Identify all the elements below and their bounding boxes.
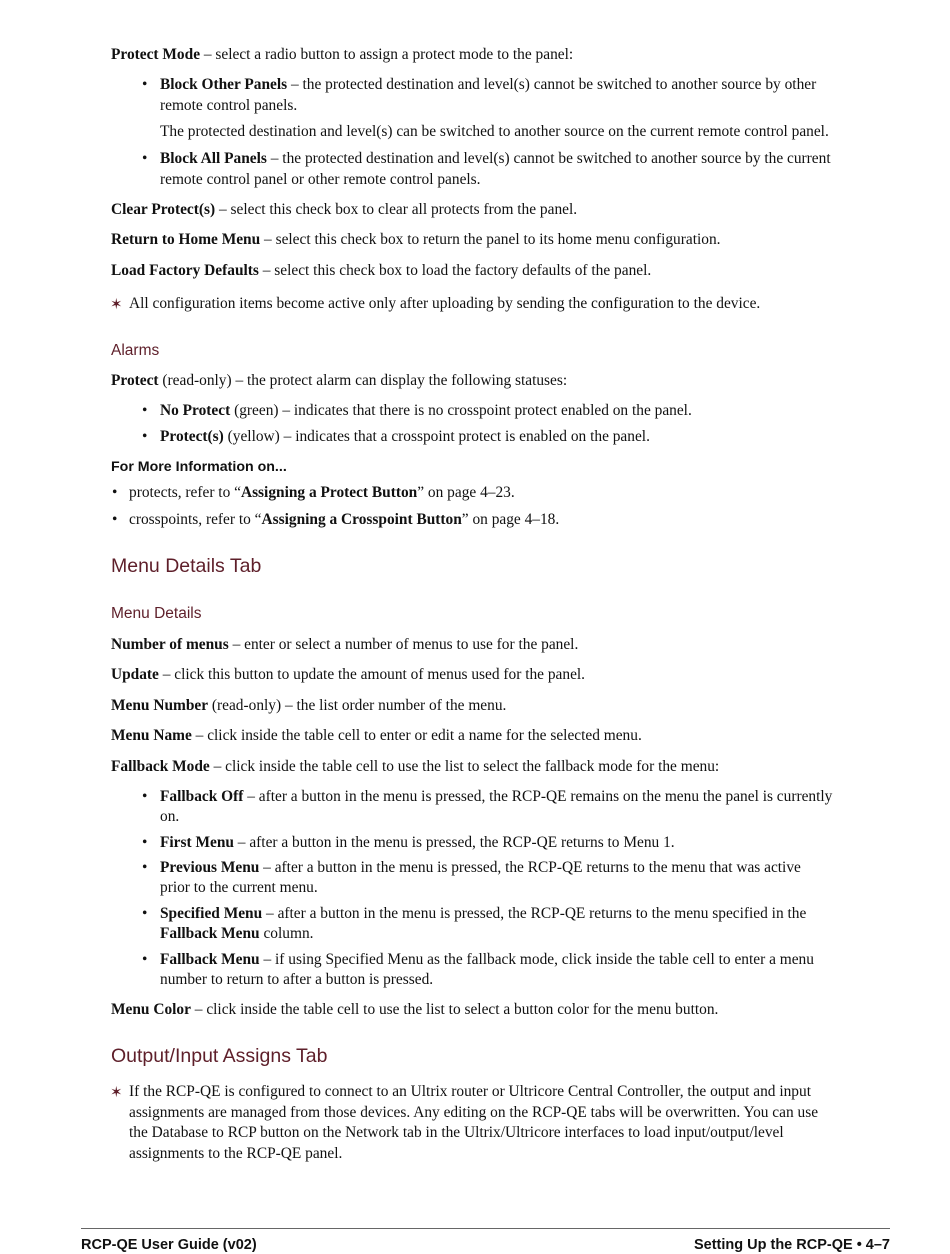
protect-button-link[interactable]: Assigning a Protect Button [240, 484, 418, 501]
more-info-heading: For More Information on... [111, 459, 287, 475]
protect-mode-term: Protect Mode [111, 46, 201, 63]
menu-name-paragraph: Menu Name – click inside the table cell to enter or edit a name for the selected menu. [111, 727, 642, 744]
note-configuration: All configuration items become active only after uploading by sending the configuration to the device. [129, 295, 761, 312]
return-home-paragraph: Return to Home Menu – select this check box to return the panel to its home menu configuration. [111, 231, 721, 248]
footer-divider [81, 1228, 890, 1229]
menu-color-paragraph: Menu Color – click inside the table cell to use the list to select a button color for the menu button. [111, 1001, 719, 1018]
update-paragraph: Update – click this button to update the amount of menus used for the panel. [111, 666, 586, 683]
footer-right: Setting Up the RCP-QE • 4–7 [693, 1237, 890, 1253]
block-other-panels-term: Block Other Panels [160, 76, 288, 93]
load-defaults-paragraph: Load Factory Defaults – select this check box to load the factory defaults of the panel. [111, 262, 652, 279]
protect-alarm-paragraph: Protect (read-only) – the protect alarm can display the following statuses: [111, 372, 568, 389]
footer-left: RCP-QE User Guide (v02) [81, 1237, 257, 1253]
protect-mode-desc: – select a radio button to assign a protect mode to the panel: [200, 46, 574, 63]
alarms-heading: Alarms [111, 342, 160, 359]
crosspoint-button-link[interactable]: Assigning a Crosspoint Button [261, 511, 462, 528]
note-star-icon: ✶ [110, 297, 123, 313]
menu-details-subheading: Menu Details [111, 605, 202, 622]
menu-details-tab-heading: Menu Details Tab [111, 555, 262, 577]
protect-alarm-term: Protect [111, 372, 159, 389]
note-star-icon: ✶ [110, 1085, 123, 1101]
block-all-panels-term: Block All Panels [160, 150, 267, 167]
return-home-term: Return to Home Menu [111, 231, 261, 248]
fallback-mode-paragraph: Fallback Mode – click inside the table cell to use the list to select the fallback mode for the menu: [111, 758, 720, 775]
load-defaults-term: Load Factory Defaults [111, 262, 259, 279]
block-other-panels-extra: The protected destination and level(s) can be switched to another source on the current remote control panel. [160, 123, 829, 140]
protect-mode-paragraph [111, 46, 573, 64]
clear-protect-term: Clear Protect(s) [111, 201, 216, 218]
number-of-menus-paragraph: Number of menus – enter or select a number of menus to use for the panel. [111, 636, 579, 653]
clear-protect-paragraph: Clear Protect(s) – select this check box to clear all protects from the panel. [111, 201, 578, 218]
menu-number-paragraph: Menu Number (read-only) – the list order number of the menu. [111, 697, 507, 714]
output-input-tab-heading: Output/Input Assigns Tab [111, 1045, 328, 1067]
